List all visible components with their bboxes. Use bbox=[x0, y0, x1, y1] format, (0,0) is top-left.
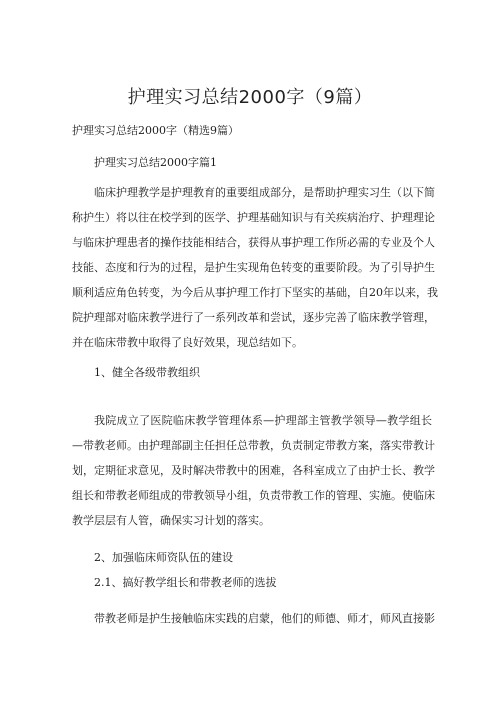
paragraph-2-line: 划，定期征求意见，及时解决带教中的困难，各科室成立了由护士长、教学 bbox=[72, 464, 435, 477]
document-title: 护理实习总结2000字（9篇） bbox=[127, 87, 373, 108]
paragraph-2-line: 我院成立了医院临床教学管理体系—护理部主管教学领导—教学组长 bbox=[94, 414, 432, 427]
paragraph-1-line: 并在临床带教中取得了良好效果，现总结如下。 bbox=[72, 336, 303, 349]
section-title: 护理实习总结2000字篇1 bbox=[94, 156, 217, 169]
heading-2-1: 2.1、搞好教学组长和带教老师的选拔 bbox=[94, 576, 277, 589]
paragraph-3-line: 带教老师是护生接触临床实践的启蒙，他们的师德、师才，师风直接影 bbox=[94, 612, 435, 625]
paragraph-2-line: 教学层层有人管，确保实习计划的落实。 bbox=[72, 514, 270, 527]
paragraph-2-line: —带教老师。由护理部副主任担任总带教，负责制定带教方案，落实带教计 bbox=[72, 439, 435, 452]
paragraph-1-line: 与临床护理患者的操作技能相结合，获得从事护理工作所必需的专业及个人 bbox=[72, 236, 435, 249]
document-subtitle: 护理实习总结2000字（精选9篇） bbox=[72, 124, 239, 137]
paragraph-1-line: 技能、态度和行为的过程，是护生实现角色转变的重要阶段。为了引导护生 bbox=[72, 261, 435, 274]
heading-2: 2、加强临床师资队伍的建设 bbox=[94, 551, 233, 564]
heading-1: 1、健全各级带教组织 bbox=[94, 366, 200, 379]
paragraph-1-line: 院护理部对临床教学进行了一系列改革和尝试，逐步完善了临床教学管理， bbox=[72, 311, 435, 324]
paragraph-1-line: 顺利适应角色转变，为今后从事护理工作打下坚实的基础，自20年以来，我 bbox=[72, 286, 438, 299]
paragraph-1-line: 称护生）将以往在校学到的医学、护理基础知识与有关疾病治疗、护理理论 bbox=[72, 211, 435, 224]
paragraph-2-line: 组长和带教老师组成的带教领导小组，负责带教工作的管理、实施。使临床 bbox=[72, 489, 435, 502]
paragraph-1-line: 临床护理教学是护理教育的重要组成部分，是帮助护理实习生（以下简 bbox=[94, 186, 435, 199]
